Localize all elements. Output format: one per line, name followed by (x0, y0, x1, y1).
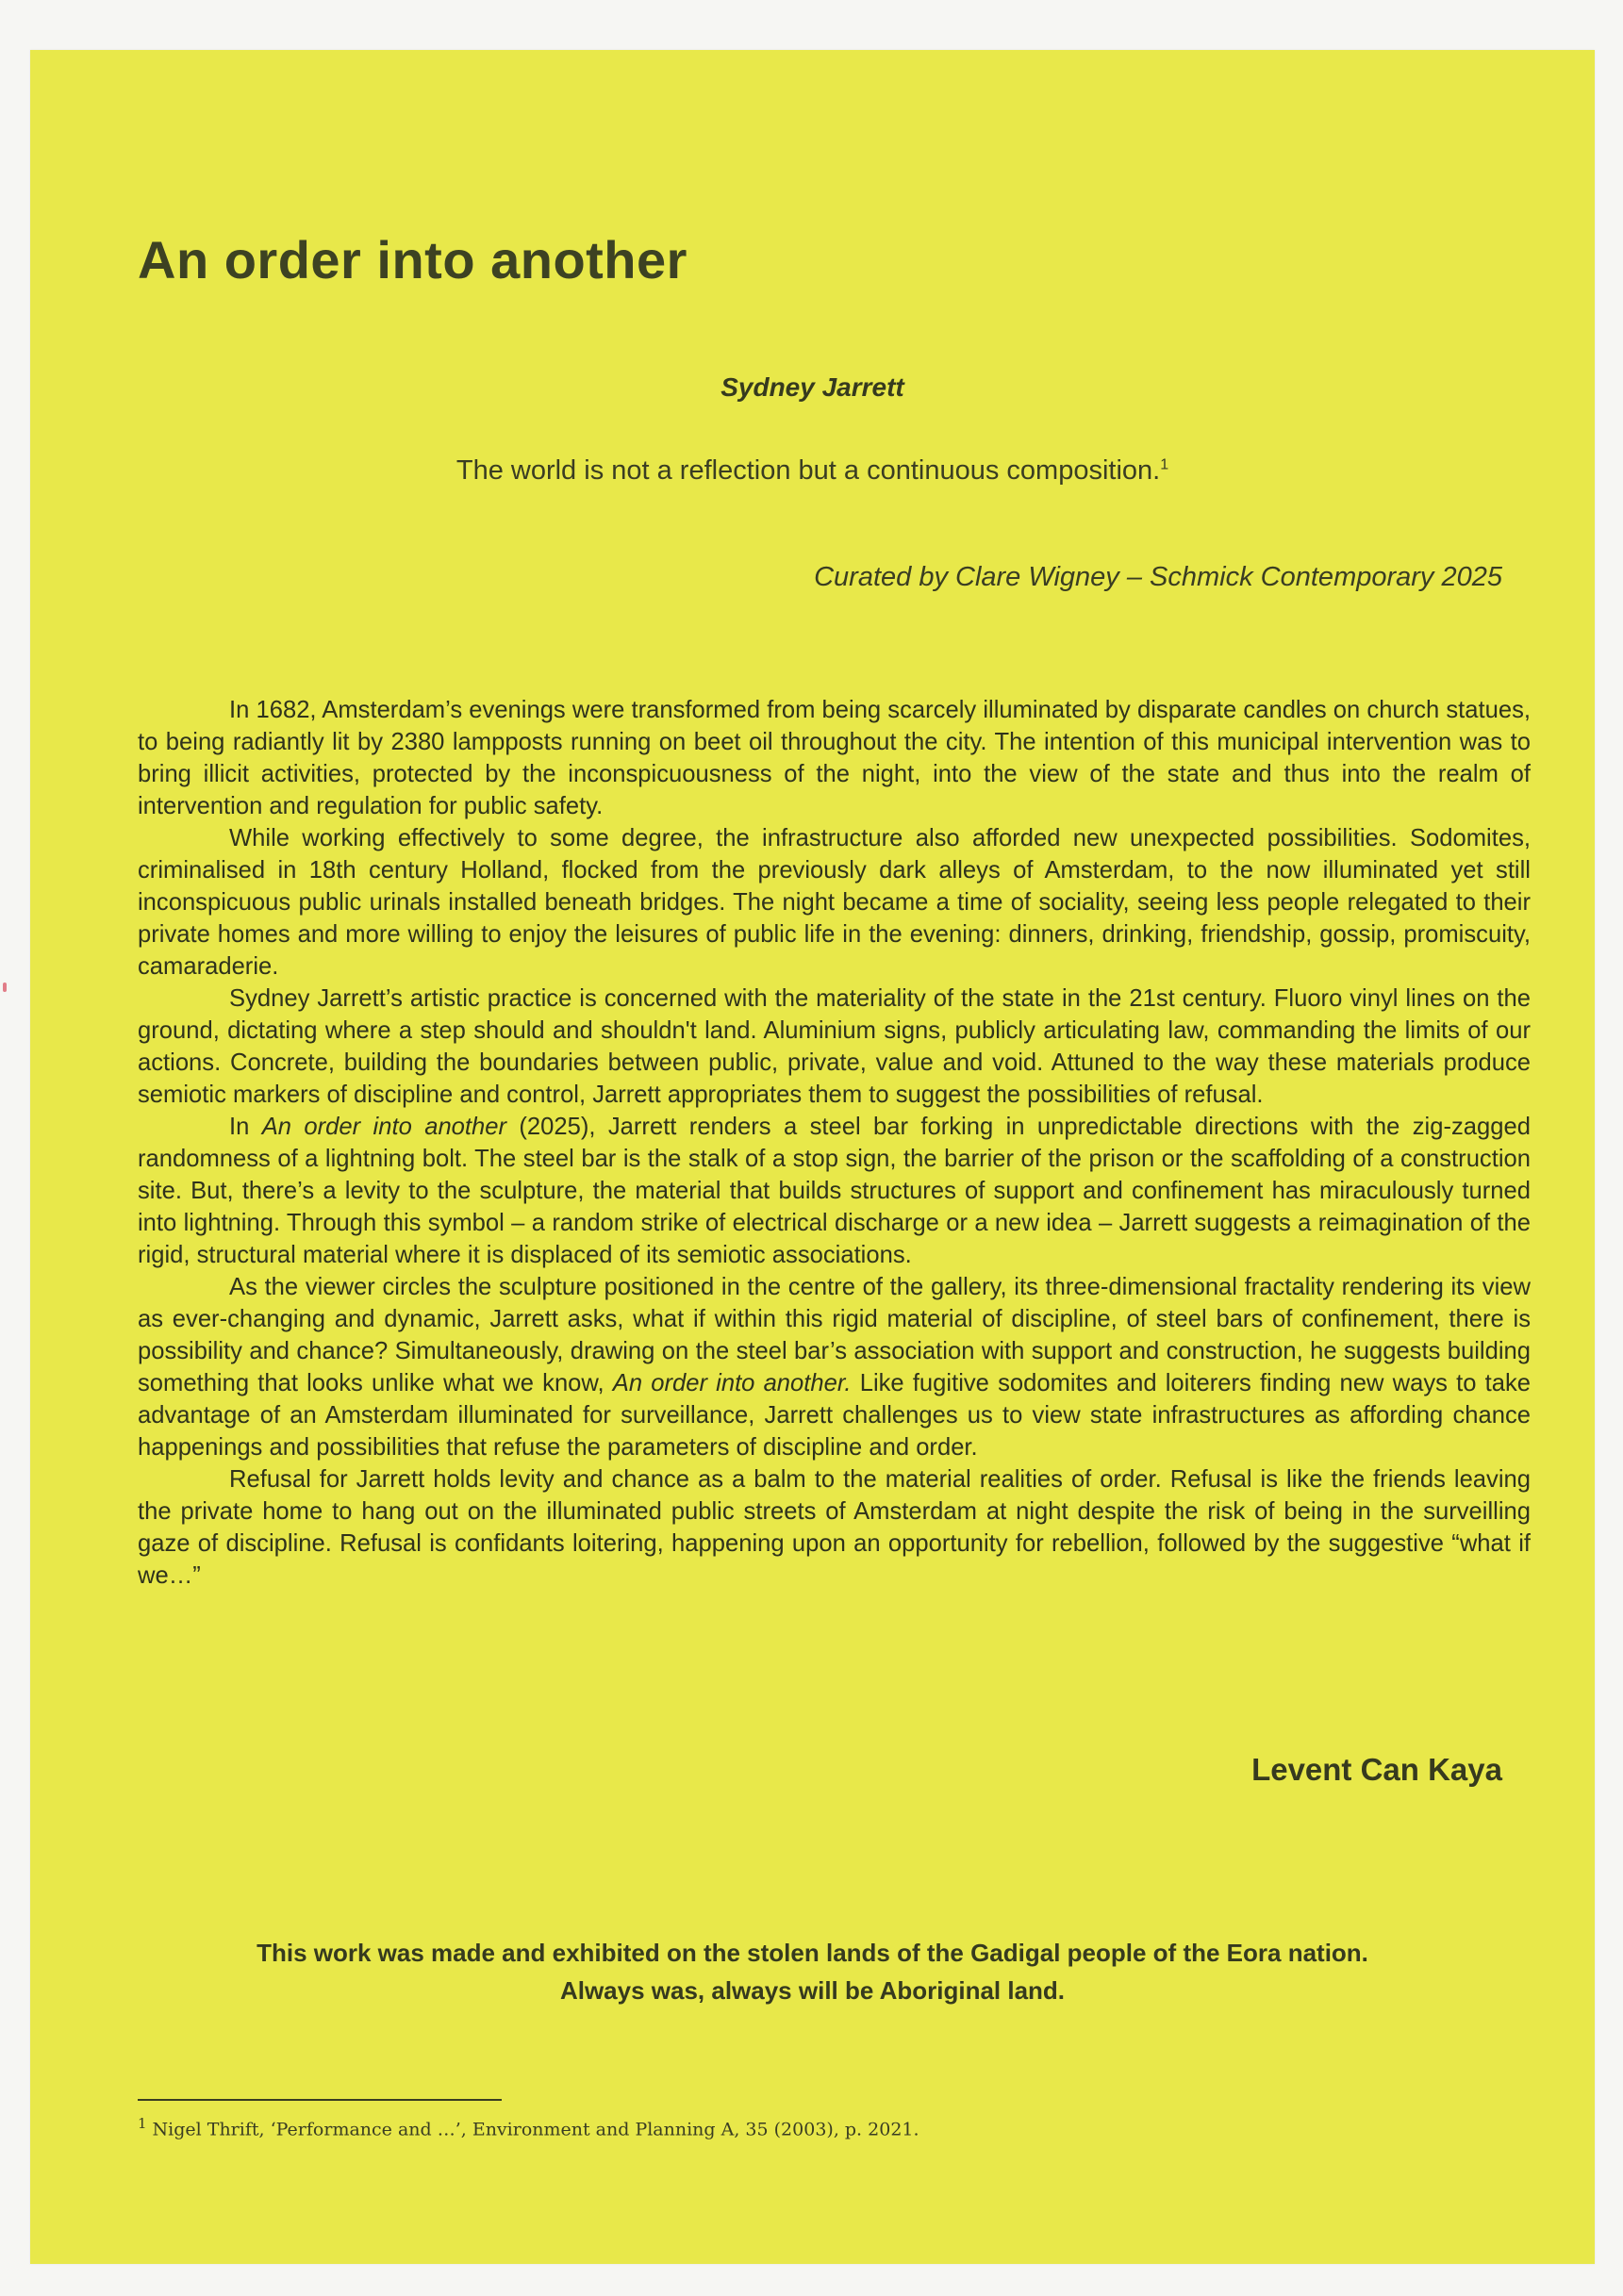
footnote-ref: 1 (1160, 456, 1169, 473)
yellow-sheet (30, 50, 1595, 2264)
paragraph-4 (138, 1111, 1531, 1271)
work-title: An order into another (261, 1114, 507, 1140)
writer-signature: Levent Can Kaya (1251, 1752, 1502, 1787)
land-acknowledgement (30, 1934, 1595, 2009)
essay-body (138, 694, 1531, 1592)
scan-speck (3, 983, 7, 992)
acknowledgement-line-1: This work was made and exhibited on the stolen lands of the Gadigal people of the Eora nation. (257, 1939, 1368, 1967)
paragraph-1: In 1682, Amsterdam’s evenings were transformed from being scarcely illuminated by disparate candles on church statues, to being radiantly lit by 2380 lampposts running on beet oil throughout the city. The intention of this municipal intervention was to bring illicit activities, protected by the inconspicuousness of the night, into the view of the state and thus into the realm of intervention and regulation for public safety. (138, 697, 1531, 819)
artist-name: Sydney Jarrett (720, 372, 904, 402)
footnote-divider (138, 2099, 502, 2101)
paragraph-3: Sydney Jarrett’s artistic practice is concerned with the materiality of the state in the 21st century. Fluoro vinyl lines on the ground, dictating where a step should and shouldn't land. Aluminium signs, publicly articulating law, commanding the limits of our actions. Concrete, building the boundaries between public, private, value and void. Attuned to the way these materials produce semiotic markers of discipline and control, Jarrett appropriates them to suggest the possibilities of refusal. (138, 985, 1531, 1108)
footnote (138, 2115, 919, 2139)
paragraph-5-rest: Like fugitive sodomites and loiterers finding new ways to take advantage of an Amsterdam illuminated for surveillance, Jarrett challenges us to view state infrastructures as affording chance happenings and possibilities that refuse the parameters of discipline and order. (138, 1370, 1531, 1461)
paragraph-4-lead: In (229, 1114, 262, 1140)
paragraph-5-lead: As the viewer circles the sculpture positioned in the centre of the gallery, its three-dimensional fractality rendering its view as ever-changing and dynamic, Jarrett asks, what if within this rigid material of discipline, of steel bars of confinement, there is possibility and chance? Simultaneously, drawing on the steel bar’s association with support and construction, he suggests building something that looks unlike what we know, (138, 1274, 1531, 1396)
footnote-text: Nigel Thrift, ‘Performance and …’, Environment and Planning A, 35 (2003), p. 2021. (152, 2119, 919, 2140)
page-title: An order into another (138, 230, 687, 289)
curator-credit: Curated by Clare Wigney – Schmick Contemporary 2025 (814, 562, 1502, 592)
epigraph (30, 455, 1595, 487)
acknowledgement-line-2: Always was, always will be Aboriginal land. (559, 1976, 1066, 2005)
epigraph-text: The world is not a reflection but a continuous composition. (455, 455, 1161, 486)
paragraph-6: Refusal for Jarrett holds levity and chance as a balm to the material realities of order. Refusal is like the friends leaving the private home to hang out on the illuminated public streets of Amsterdam at night despite the risk of being in the surveilling gaze of discipline. Refusal is confidants loitering, happening upon an opportunity for rebellion, followed by the suggestive “what if we…” (138, 1466, 1531, 1589)
paragraph-4-rest: (2025), Jarrett renders a steel bar forking in unpredictable directions with the zig-zagged randomness of a lightning bolt. The steel bar is the stalk of a stop sign, the barrier of the prison or the scaffolding of a construction site. But, there’s a levity to the sculpture, the material that builds structures of support and confinement has miraculously turned into lightning. Through this symbol – a random strike of electrical discharge or a new idea – Jarrett suggests a reimagination of the rigid, structural material where it is displaced of its semiotic associations. (138, 1114, 1531, 1268)
paragraph-5 (138, 1271, 1531, 1463)
work-title: An order into another. (612, 1370, 852, 1396)
paragraph-2: While working effectively to some degree, the infrastructure also afforded new unexpected possibilities. Sodomites, criminalised in 18th century Holland, flocked from the previously dark alleys of Amsterdam, to the now illuminated yet still inconspicuous public urinals installed beneath bridges. The night became a time of sociality, seeing less people relegated to their private homes and more willing to enjoy the leisures of public life in the evening: dinners, drinking, friendship, gossip, promiscuity, camaraderie. (138, 825, 1531, 980)
footnote-number: 1 (138, 2115, 147, 2132)
